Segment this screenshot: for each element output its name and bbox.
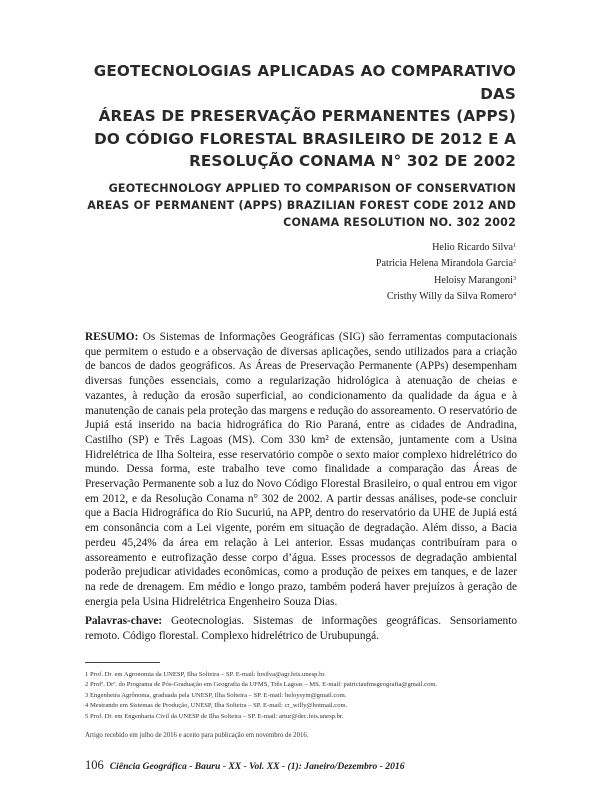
author-entry (250, 272, 516, 288)
keywords (85, 614, 517, 643)
title-en-line: GEOTECHNOLOGY APPLIED TO COMPARISON OF CONSERVATION (108, 182, 516, 195)
author-entry (250, 239, 516, 255)
page-number: 106 (85, 758, 104, 772)
author-name: Patricia Helena Mirandola Garcia (375, 258, 513, 270)
keywords-text: Geotecnologias. Sistemas de informações geográficas. Sensoriamento remoto. Código florestal. Complexo hidrelétrico de Urubupungá. (85, 615, 517, 642)
title-pt-line: GEOTECNOLOGIAS APLICADAS AO COMPARATIVO DAS (93, 62, 516, 103)
title-pt-line: DO CÓDIGO FLORESTAL BRASILEIRO DE 2012 E A (94, 129, 516, 148)
journal-reference: Ciência Geográfica - Bauru - XX - Vol. XX - (1): Janeiro/Dezembro - 2016 (109, 761, 405, 772)
author-name: Heloisy Marangoni (434, 274, 513, 286)
footnote: 1 Prof. Dr. em Agronomia da UNESP, Ilha Solteira – SP. E-mail: hrsilva@agr.feis.unesp.br. (85, 671, 326, 678)
title-en-line: CONAMA RESOLUTION NO. 302 2002 (283, 216, 516, 229)
author-affiliation-mark: 2 (513, 259, 516, 266)
author-name: Helio Ricardo Silva (432, 242, 513, 253)
received-note: Artigo recebido em julho de 2016 e aceito para publicação em novembro de 2016. (85, 732, 309, 739)
article-title-portuguese (70, 60, 516, 173)
author-entry (250, 288, 516, 304)
author-affiliation-mark: 1 (513, 243, 516, 249)
title-pt-line: RESOLUÇÃO CONAMA N° 302 DE 2002 (189, 152, 516, 170)
abstract-text: Os Sistemas de Informações Geográficas (SIG) são ferramentas computacionais que permitem o estudo e a observação de diversas aplicações, sendo utilizados para a criação de bancos de dados geográficos. As Áreas de Preservação Permanente (APPs) desempenham diversas funções essenciais, como a regularização hidrológica à atenuação de cheias e vazantes, à redução da erosão superficial, ao condicionamento da qualidade da água e à manutenção de canais pela proteção das margens e redução do assoreamento. O reservatório de Jupiá está inserido na bacia hidrográfica do Rio Paraná, entre as cidades de Andradina, Castilho (SP) e Três Lagoas (MS). Com 330 km² de extensão, juntamente com a Usina Hidrelétrica de Ilha Solteira, esse reservatório compõe o sexto maior complexo hidrelétrico do mundo. Dessa forma, este trabalho teve como finalidade a comparação das Áreas de Preservação Permanente sob a luz do Novo Código Florestal Brasileiro, o qual entrou em vigor em 2012, e da Resolução Conama n° 302 de 2002. A partir dessas análises, pode-se concluir que a Bacia Hidrográfica do Rio Sucuriú, na APP, dentro do reservatório da UHE de Jupiá está em consonância com a Lei vigente, porém em situação de degradação. Além disso, a Bacia perdeu 45,24% da área em relação à Lei anterior. Essas mudanças contribuíram para o assoreamento e eutrofização desse corpo d’água. Esses processos de degradação ambiental poderão prejudicar atividades econômicas, como a produção de peixes em tanques, e de lazer na rede de drenagem. Em médio e longo prazo, também poderá haver prejuízos à geração de energia pela Usina Hidrelétrica Engenheiro Souza Dias. (85, 331, 517, 608)
author-affiliation-mark: 4 (513, 291, 516, 298)
author-name: Cristhy Willy da Silva Romero (386, 290, 513, 302)
footnote-divider (85, 662, 160, 663)
keywords-label: Palavras-chave: (85, 615, 163, 627)
footnote: 5 Prof. Dr. em Engenharia Civil da UNESP de Ilha Solteira – SP. E-mail: artur@dec.feis.unesp.br. (85, 712, 344, 720)
author-entry (250, 255, 516, 271)
author-affiliation-mark: 3 (513, 275, 516, 282)
footnote: 2 Profª. Drª. do Programa de Pós-Graduação em Geografia da UFMS, Três Lagoas – MS. E-mail: patriciaufmsgeografia@gmail.com. (85, 681, 438, 689)
author-list (250, 239, 516, 304)
title-en-line: AREAS OF PERMANENT (APPS) BRAZILIAN FOREST CODE 2012 AND (87, 199, 516, 212)
title-pt-line: ÁREAS DE PRESERVAÇÃO PERMANENTES (APPS) (98, 107, 516, 125)
article-title-english (70, 180, 516, 231)
abstract (85, 330, 517, 609)
page-footer (85, 759, 525, 773)
footnote: 4 Mestrando em Sistemas de Produção, UNESP, Ilha Solteira – SP. E-mail: cr_willy@hotmail.com. (85, 702, 348, 710)
footnote: 3 Engenheira Agrônoma, graduada pela UNESP, Ilha Solteira – SP. E-mail: heloysym@gmail.com. (85, 691, 347, 699)
abstract-label: RESUMO: (85, 331, 139, 343)
footnotes (85, 670, 517, 722)
